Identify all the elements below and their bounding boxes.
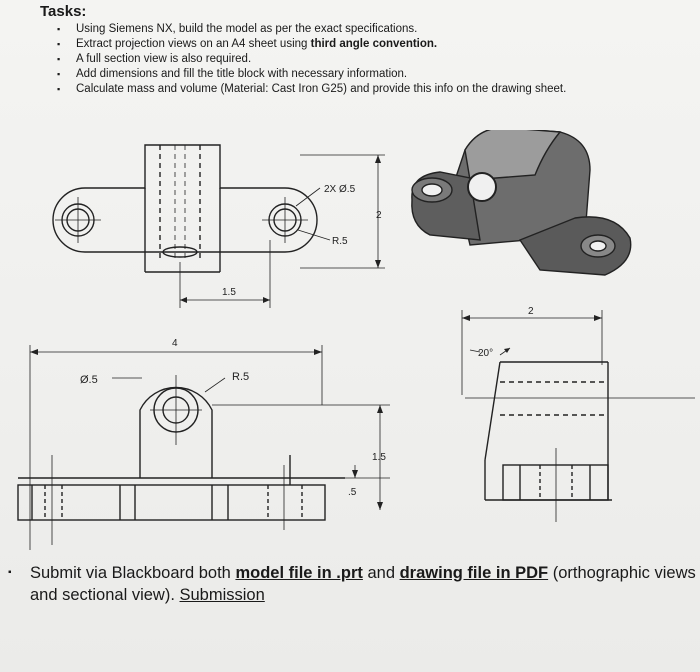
angle-dimension: 20° [478,348,494,359]
task-item: ▪ A full section view is also required. [48,52,608,67]
base-thickness-dimension: .5 [348,487,357,498]
task-item: ▪ Extract projection views on an A4 sheet using third angle convention. [48,37,608,52]
width-1-5-dimension: 1.5 [222,287,236,298]
top-radius-dimension: R.5 [332,236,348,247]
holes-dimension: 2X Ø.5 [324,184,356,195]
engineering-drawing [0,130,700,550]
task-item: ▪ Add dimensions and fill the title block with necessary information. [48,67,608,82]
tasks-heading: Tasks: [40,3,87,20]
diameter-dimension: Ø.5 [80,374,98,386]
bullet-icon: ▪ [8,567,12,578]
front-height-dimension: 1.5 [372,452,386,463]
isometric-view [412,130,631,275]
front-view [18,345,390,550]
width-4-dimension: 4 [172,338,178,349]
submission-note: ▪ Submit via Blackboard both model file in .prt and drawing file in PDF (orthographic views and sectional view). Submission [8,564,696,604]
task-list [48,22,608,97]
submission-link[interactable]: Submission [179,586,265,604]
task-item: ▪ Using Siemens NX, build the model as per the exact specifications. [48,22,608,37]
drawing-file-text: drawing file in PDF [399,564,549,582]
model-file-text: model file in .prt [235,564,363,582]
side-view [462,310,695,522]
side-width-dimension: 2 [528,306,534,317]
height-2-dimension: 2 [376,210,382,221]
front-radius-dimension: R.5 [232,371,250,383]
task-item: ▪ Calculate mass and volume (Material: Cast Iron G25) and provide this info on the drawing sheet. [48,82,608,97]
top-view [53,145,385,308]
